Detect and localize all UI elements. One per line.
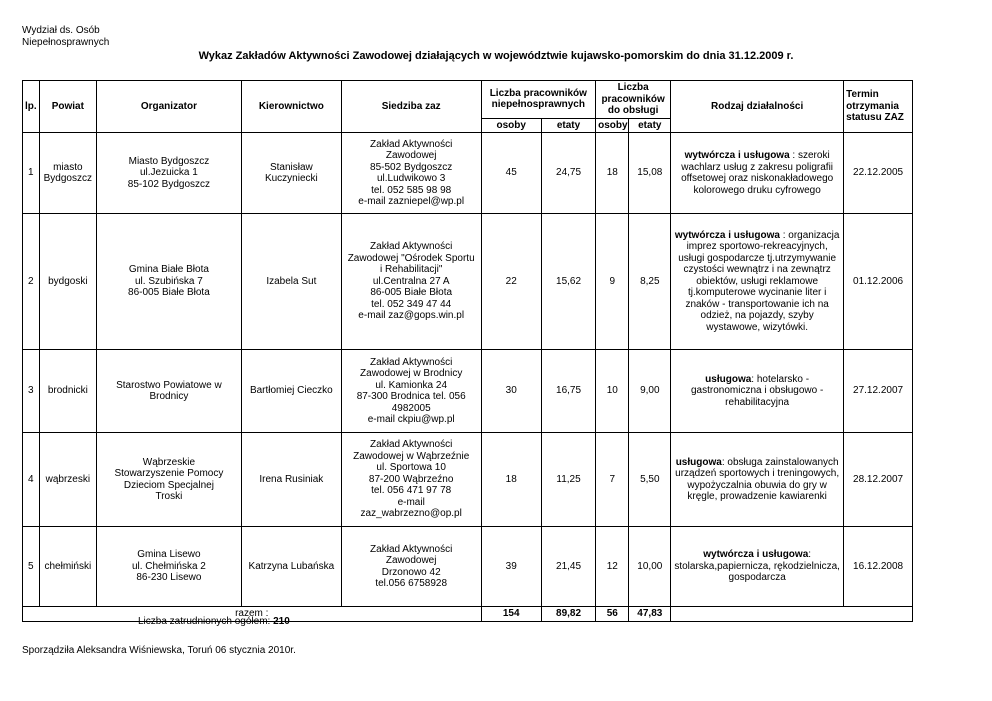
cell-disabled-osoby: 45: [481, 133, 541, 214]
cell-termin: 01.12.2006: [844, 214, 913, 350]
cell-organizator-line: Brodnicy: [149, 391, 189, 402]
total-staff-osoby: 56: [596, 607, 629, 622]
col-header-lp: lp.: [23, 81, 40, 133]
cell-siedziba-line: i Rehabilitacji": [379, 264, 443, 276]
activity-type: wytwórcza i usługowa: [674, 229, 780, 241]
cell-lp: 5: [23, 527, 40, 607]
table-row: [23, 133, 913, 214]
total-staff-etaty: 47,83: [629, 607, 671, 622]
cell-rodzaj: [671, 214, 844, 350]
cell-siedziba: [341, 214, 481, 350]
cell-siedziba-line: ul.Centralna 27 A: [372, 275, 450, 287]
cell-siedziba: [341, 433, 481, 527]
table-row: [23, 214, 913, 350]
cell-siedziba-line: Zakład Aktywności: [370, 241, 453, 253]
cell-disabled-etaty: 16,75: [541, 350, 595, 433]
cell-siedziba-line: Zakład Aktywności: [370, 439, 453, 451]
cell-siedziba-line: e-mail zaz@gops.win.pl: [358, 310, 465, 322]
col-header-staff-osoby: osoby: [596, 118, 629, 133]
cell-siedziba-line: ul. Kamionka 24: [375, 379, 448, 391]
cell-siedziba-line: ul.Ludwikowo 3: [376, 173, 446, 184]
cell-siedziba-line: Zakład Aktywności: [370, 543, 453, 555]
activity-description: : szeroki wachlarz usług z zakresu poligrafii offsetowej oraz niskonakładowego kolorowego druku cyfrowego: [681, 150, 834, 196]
activity-type: wytwórcza i usługowa: [703, 549, 809, 561]
cell-staff-etaty: 9,00: [629, 350, 671, 433]
activity-description: : obsługa zainstalowanych urządzeń sportowych i treningowych, wypożyczalnia obuwia do gry w kręgle, prowadzenie kawiarenki: [675, 456, 840, 502]
cell-organizator-line: Gmina Lisewo: [137, 549, 201, 561]
cell-termin: 22.12.2005: [844, 133, 913, 214]
cell-siedziba-line: Drzonowo 42: [381, 566, 441, 578]
cell-siedziba-line: Zawodowej "Ośrodek Sportu: [347, 252, 475, 264]
cell-organizator-line: ul. Szubińska 7: [134, 275, 203, 287]
document-title: Wykaz Zakładów Aktywności Zawodowej działających w województwie kujawsko-pomorskim do dnia 31.12.2009 r.: [198, 50, 794, 62]
zaz-table: [22, 80, 913, 622]
cell-siedziba-line: zaz_wabrzezno@op.pl: [360, 508, 462, 520]
activity-type: usługowa: [705, 373, 752, 385]
employed-total: [138, 616, 290, 627]
cell-termin: 16.12.2008: [844, 527, 913, 607]
total-disabled-etaty: 89,82: [541, 607, 595, 622]
cell-powiat: bydgoski: [39, 214, 96, 350]
cell-termin: 27.12.2007: [844, 350, 913, 433]
col-header-kierownictwo: Kierownictwo: [241, 81, 341, 133]
cell-lp: 3: [23, 350, 40, 433]
col-header-disabled: Liczba pracowników niepełnosprawnych: [481, 81, 596, 119]
cell-powiat: wąbrzeski: [39, 433, 96, 527]
cell-powiat: miasto Bydgoszcz: [39, 133, 96, 214]
cell-kierownictwo: Irena Rusiniak: [241, 433, 341, 527]
cell-staff-etaty: 10,00: [629, 527, 671, 607]
cell-kierownictwo: Bartłomiej Cieczko: [241, 350, 341, 433]
cell-organizator-line: Miasto Bydgoszcz: [128, 155, 210, 167]
cell-rodzaj: [671, 433, 844, 527]
cell-organizator-line: ul. Chełmińska 2: [131, 560, 206, 572]
table-row: [23, 433, 913, 527]
col-header-staff: Liczba pracowników do obsługi: [596, 81, 671, 119]
cell-siedziba: [341, 527, 481, 607]
cell-siedziba-line: tel.056 6758928: [375, 578, 448, 589]
cell-siedziba-line: e-mail zazniepel@wp.pl: [358, 196, 465, 207]
cell-organizator: [96, 527, 241, 607]
col-header-siedziba: Siedziba zaz: [341, 81, 481, 133]
table-row: [23, 350, 913, 433]
cell-staff-etaty: 15,08: [629, 133, 671, 214]
cell-siedziba-line: tel. 052 585 98 98: [371, 184, 452, 196]
cell-staff-etaty: 8,25: [629, 214, 671, 350]
cell-powiat: chełmiński: [39, 527, 96, 607]
cell-organizator: [96, 214, 241, 350]
cell-siedziba-line: 85-502 Bydgoszcz: [370, 161, 453, 173]
cell-organizator-line: ul.Jezuicka 1: [140, 167, 198, 179]
employed-total-label: Liczba zatrudnionych ogółem:: [138, 616, 274, 627]
cell-siedziba: [341, 133, 481, 214]
cell-organizator-line: 86-230 Lisewo: [136, 572, 202, 584]
activity-type: wytwórcza i usługowa: [684, 150, 790, 161]
cell-rodzaj: [671, 527, 844, 607]
cell-siedziba-line: Zawodowej w Brodnicy: [360, 368, 463, 379]
cell-siedziba-line: e-mail: [397, 496, 425, 508]
cell-staff-osoby: 18: [596, 133, 629, 214]
cell-siedziba-line: Zakład Aktywności: [370, 138, 453, 150]
cell-disabled-osoby: 18: [481, 433, 541, 527]
cell-organizator-line: Gmina Białe Błota: [128, 264, 209, 276]
col-header-organizator: Organizator: [96, 81, 241, 133]
activity-description: : organizacja imprez sportowo-rekreacyjnych, usługi gospodarcze tj.utrzymywanie czystości wewnątrz i na zewnątrz obiektów, usługi reklamowe tj.komputerowe wycinanie liter i znaków - transportowanie ich na odzież, na pojazdy, szyby wystawowe, wizytówki.: [678, 229, 840, 333]
col-header-disabled-osoby: osoby: [481, 118, 541, 133]
cell-organizator-line: Starostwo Powiatowe w: [116, 379, 222, 391]
department-label: [22, 25, 109, 49]
activity-description: : hotelarsko - gastronomiczna i obsługowo - rehabilitacyjna: [691, 373, 824, 408]
cell-siedziba-line: Zawodowej w Wąbrzeźnie: [353, 450, 470, 462]
cell-siedziba-line: e-mail ckpiu@wp.pl: [367, 414, 455, 425]
cell-kierownictwo: Katrzyna Lubańska: [241, 527, 341, 607]
cell-siedziba-line: Zawodowej: [385, 555, 437, 566]
department-line-2: Niepełnosprawnych: [22, 37, 110, 48]
cell-termin: 28.12.2007: [844, 433, 913, 527]
col-header-termin: Termin otrzymania statusu ZAZ: [844, 81, 913, 133]
cell-siedziba-line: Zawodowej: [385, 150, 437, 161]
cell-organizator-line: Dzieciom Specjalnej: [123, 479, 214, 491]
employed-total-value: 210: [273, 616, 290, 627]
cell-organizator: [96, 133, 241, 214]
cell-siedziba-line: ul. Sportowa 10: [376, 462, 446, 474]
cell-rodzaj: [671, 350, 844, 433]
cell-organizator-line: Wąbrzeskie: [142, 456, 196, 468]
col-header-rodzaj: Rodzaj działalności: [671, 81, 844, 133]
department-line-1: Wydział ds. Osób: [22, 25, 100, 36]
activity-description: : stolarska,papiernicza, rękodzielnicza, gospodarcza: [674, 549, 840, 584]
cell-siedziba-line: tel. 056 471 97 78: [371, 485, 452, 497]
activity-type: usługowa: [675, 456, 722, 468]
cell-siedziba-line: 87-200 Wąbrzeźno: [368, 473, 454, 485]
cell-organizator: [96, 433, 241, 527]
col-header-powiat: Powiat: [39, 81, 96, 133]
cell-lp: 2: [23, 214, 40, 350]
cell-staff-etaty: 5,50: [629, 433, 671, 527]
cell-powiat: brodnicki: [39, 350, 96, 433]
cell-organizator-line: Troski: [155, 491, 183, 502]
cell-staff-osoby: 10: [596, 350, 629, 433]
totals-blank: [671, 607, 913, 622]
cell-staff-osoby: 9: [596, 214, 629, 350]
cell-siedziba-line: tel. 052 349 47 44: [371, 298, 452, 310]
cell-disabled-etaty: 24,75: [541, 133, 595, 214]
cell-siedziba-line: 87-300 Brodnica tel. 056: [356, 391, 466, 402]
cell-disabled-osoby: 22: [481, 214, 541, 350]
cell-disabled-etaty: 15,62: [541, 214, 595, 350]
cell-organizator-line: 86-005 Białe Błota: [128, 287, 210, 299]
cell-organizator: [96, 350, 241, 433]
cell-disabled-etaty: 11,25: [541, 433, 595, 527]
col-header-staff-etaty: etaty: [629, 118, 671, 133]
cell-siedziba-line: 86-005 Białe Błota: [370, 287, 453, 299]
table-row: [23, 527, 913, 607]
cell-disabled-osoby: 30: [481, 350, 541, 433]
cell-kierownictwo: Izabela Sut: [241, 214, 341, 350]
cell-kierownictwo: Stanisław Kuczyniecki: [241, 133, 341, 214]
cell-lp: 1: [23, 133, 40, 214]
cell-staff-osoby: 7: [596, 433, 629, 527]
cell-lp: 4: [23, 433, 40, 527]
cell-siedziba-line: Zakład Aktywności: [370, 356, 453, 368]
cell-organizator-line: 85-102 Bydgoszcz: [127, 178, 211, 190]
prepared-by: Sporządziła Aleksandra Wiśniewska, Toruń 06 stycznia 2010r.: [22, 645, 296, 656]
cell-disabled-osoby: 39: [481, 527, 541, 607]
col-header-disabled-etaty: etaty: [541, 118, 595, 133]
totals-label: razem :: [23, 607, 482, 622]
cell-organizator-line: Stowarzyszenie Pomocy: [114, 468, 224, 479]
total-disabled-osoby: 154: [481, 607, 541, 622]
cell-staff-osoby: 12: [596, 527, 629, 607]
cell-siedziba: [341, 350, 481, 433]
cell-rodzaj: [671, 133, 844, 214]
cell-siedziba-line: 4982005: [391, 402, 431, 414]
cell-disabled-etaty: 21,45: [541, 527, 595, 607]
